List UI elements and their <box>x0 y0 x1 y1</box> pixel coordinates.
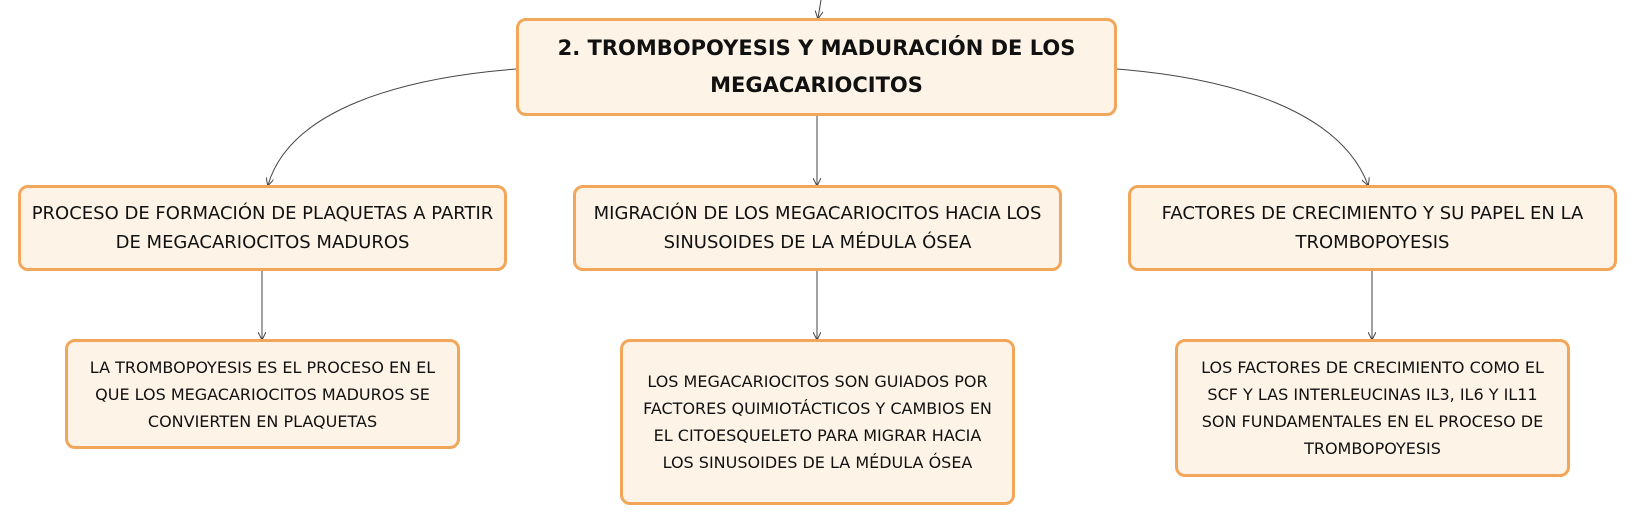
subtopic-node-growth-factors[interactable] <box>1128 185 1617 271</box>
subtopic-label: MIGRACIÓN DE LOS MEGACARIOCITOS HACIA LOS SINUSOIDES DE LA MÉDULA ÓSEA <box>593 203 1042 253</box>
root-topic-label: 2. TROMBOPOYESIS Y MADURACIÓN DE LOS MEGACARIOCITOS <box>557 36 1076 97</box>
subtopic-node-megakaryocyte-migration[interactable] <box>573 185 1062 271</box>
detail-text: LOS FACTORES DE CRECIMIENTO COMO EL SCF Y LAS INTERLEUCINAS IL3, IL6 Y IL11 SON FUNDAMENTALES EN EL PROCESO DE TROMBOPOYESIS <box>1201 358 1544 458</box>
subtopic-label: FACTORES DE CRECIMIENTO Y SU PAPEL EN LA TROMBOPOYESIS <box>1161 203 1584 253</box>
connector-root-to-branch-1 <box>268 69 516 185</box>
detail-text: LOS MEGACARIOCITOS SON GUIADOS POR FACTORES QUIMIOTÁCTICOS Y CAMBIOS EN EL CITOESQUELETO PARA MIGRAR HACIA LOS SINUSOIDES DE LA MÉDULA ÓSEA <box>643 372 992 472</box>
detail-text: LA TROMBOPOYESIS ES EL PROCESO EN EL QUE LOS MEGACARIOCITOS MADUROS SE CONVIERTEN EN PLAQUETAS <box>89 357 436 431</box>
root-topic-node[interactable] <box>516 18 1117 116</box>
detail-node-growth-factors[interactable] <box>1175 339 1570 477</box>
subtopic-label: PROCESO DE FORMACIÓN DE PLAQUETAS A PARTIR DE MEGACARIOCITOS MADUROS <box>31 203 494 253</box>
connector-root-to-branch-3 <box>1117 69 1368 185</box>
detail-node-megakaryocyte-migration[interactable] <box>620 339 1015 505</box>
connector-parent-to-root <box>818 0 821 18</box>
detail-node-platelet-formation[interactable] <box>65 339 460 449</box>
subtopic-node-platelet-formation[interactable] <box>18 185 507 271</box>
